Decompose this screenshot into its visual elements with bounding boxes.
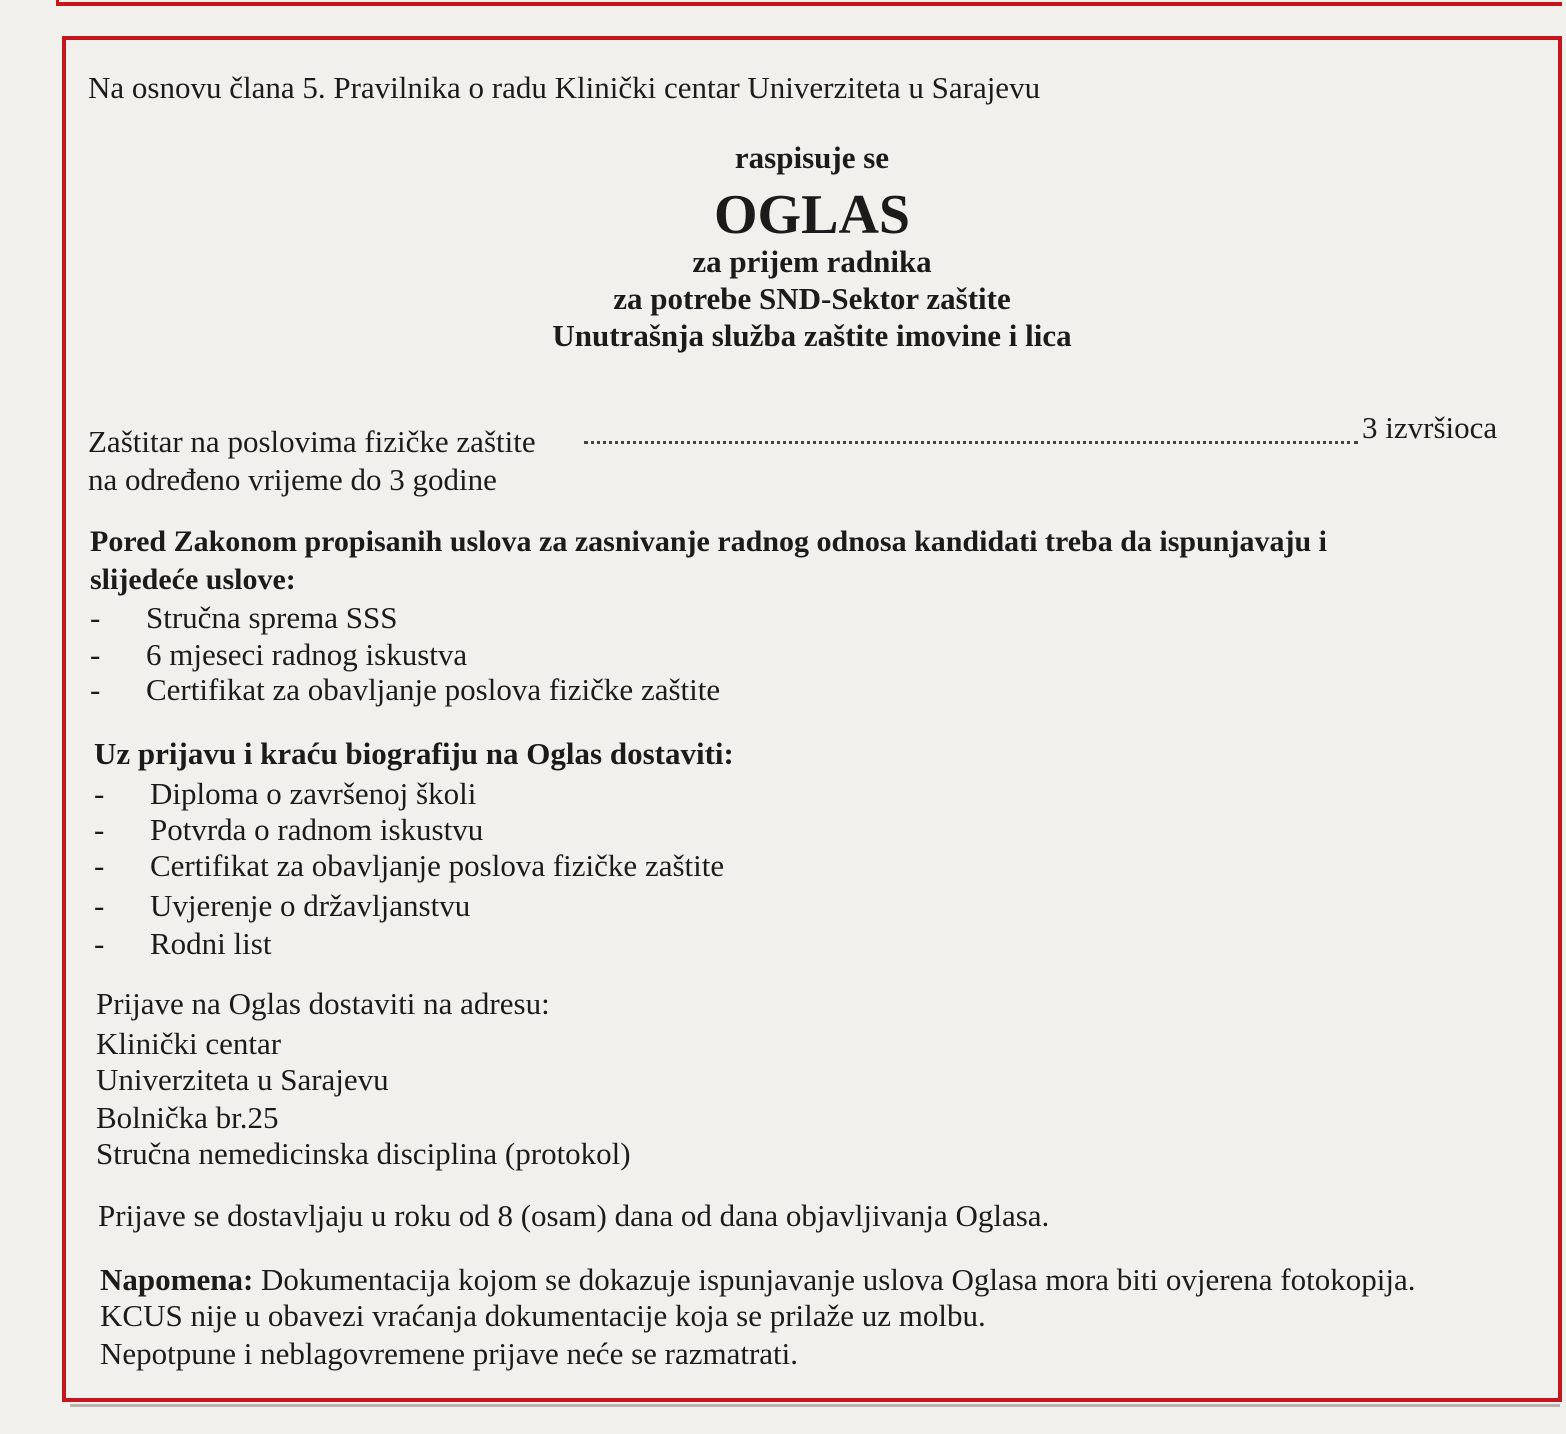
frame-shadow bbox=[70, 1404, 1560, 1407]
address-line: Univerziteta u Sarajevu bbox=[96, 1062, 389, 1097]
document-item: - Diploma o završenoj školi bbox=[94, 776, 477, 811]
position-name: Zaštitar na poslovima fizičke zaštite bbox=[88, 424, 536, 459]
address-line: Klinički centar bbox=[96, 1026, 282, 1061]
intro-line: Na osnovu člana 5. Pravilnika o radu Klinički centar Univerziteta u Sarajevu bbox=[88, 70, 1041, 105]
note-line-1: Napomena: Dokumentacija kojom se dokazuje ispunjavanje uslova Oglasa mora biti ovjerena fotokopija. bbox=[100, 1262, 1416, 1297]
address-intro: Prijave na Oglas dostaviti na adresu: bbox=[96, 986, 550, 1021]
document-item: - Rodni list bbox=[94, 926, 272, 961]
note-label: Napomena: bbox=[100, 1262, 254, 1297]
requirement-item: - Stručna sprema SSS bbox=[90, 600, 398, 635]
notice-title: OGLAS bbox=[713, 184, 911, 246]
note-line-2: KCUS nije u obavezi vraćanja dokumentacije koja se prilaže uz molbu. bbox=[100, 1298, 986, 1333]
address-line: Bolnička br.25 bbox=[96, 1100, 279, 1135]
subtitle-3: Unutrašnja služba zaštite imovine i lica bbox=[552, 318, 1072, 353]
subtitle-2: za potrebe SND-Sektor zaštite bbox=[613, 281, 1011, 316]
document-item: - Certifikat za obavljanje poslova fizičke zaštite bbox=[94, 848, 725, 883]
subtitle-1: za prijem radnika bbox=[692, 244, 932, 279]
previous-ad-border bbox=[56, 0, 1562, 6]
document-item: - Potvrda o radnom iskustvu bbox=[94, 812, 484, 847]
position-count: 3 izvršioca bbox=[1362, 410, 1498, 445]
dotted-leader bbox=[584, 420, 1358, 444]
address-line: Stručna nemedicinska disciplina (protokol) bbox=[96, 1136, 631, 1171]
note-line-3: Nepotpune i neblagovremene prijave neće se razmatrati. bbox=[100, 1336, 799, 1371]
requirement-item: - 6 mjeseci radnog iskustva bbox=[90, 637, 468, 672]
deadline-text: Prijave se dostavljaju u roku od 8 (osam) dana od dana objavljivanja Oglasa. bbox=[98, 1198, 1050, 1233]
position-duration: na određeno vrijeme do 3 godine bbox=[88, 462, 497, 497]
requirements-heading-2: slijedeće uslove: bbox=[90, 563, 296, 596]
requirement-item: - Certifikat za obavljanje poslova fizičke zaštite bbox=[90, 672, 721, 707]
requirements-heading-1: Pored Zakonom propisanih uslova za zasnivanje radnog odnosa kandidati treba da ispunjavaju i bbox=[90, 525, 1327, 558]
document-item: - Uvjerenje o državljanstvu bbox=[94, 888, 471, 923]
documents-heading: Uz prijavu i kraću biografiju na Oglas dostaviti: bbox=[94, 736, 734, 771]
announce-line: raspisuje se bbox=[734, 140, 890, 175]
